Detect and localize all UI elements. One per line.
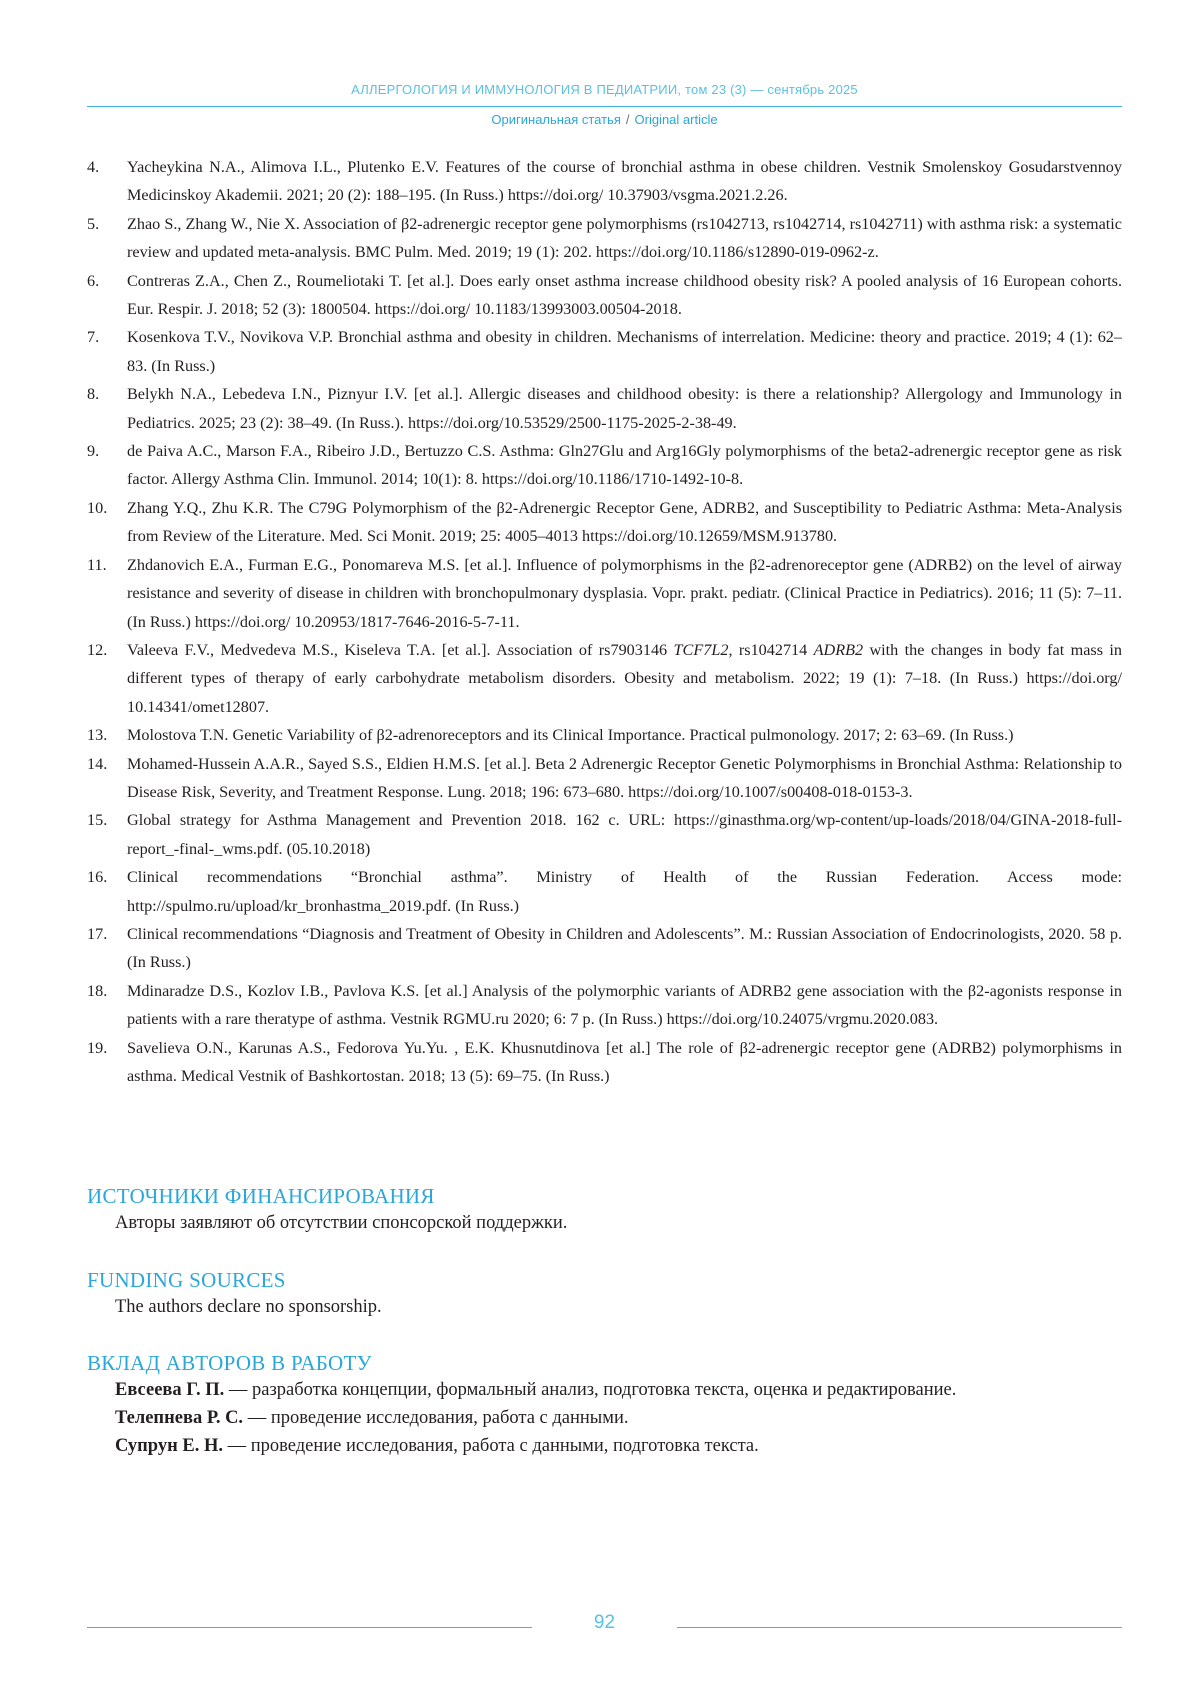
reference-text: Yacheykina N.A., Alimova I.L., Plutenko E.V. Features of the course of bronchial asthma in obese children. Vestnik Smolenskoy Gosudarstvennoy Medicinskoy Akademii. 2021; 20 (2): 188–195. (In Russ.) https://doi.org/ 10.37903/vsgma.2021.2.26.	[127, 158, 1122, 205]
author-name: Телепнева Р. С.	[115, 1408, 244, 1428]
reference-item	[87, 323, 1122, 380]
header-rule	[87, 106, 1122, 107]
reference-text-part: , rs1042714	[728, 640, 814, 659]
reference-text: Savelieva O.N., Karunas A.S., Fedorova Yu.Yu. , E.K. Khusnutdinova [et al.] The role of β2-adrenergic receptor gene (ADRB2) polymorphisms in asthma. Medical Vestnik of Bashkortostan. 2018; 13 (5): 69–75. (In Russ.)	[127, 1038, 1122, 1085]
reference-number: 11.	[87, 555, 107, 574]
contribution-description: — проведение исследования, работа с данными, подготовка текста.	[223, 1436, 759, 1456]
reference-item	[87, 153, 1122, 210]
article-type	[87, 112, 1122, 127]
reference-number: 13.	[87, 726, 108, 745]
reference-number: 9.	[87, 442, 100, 461]
funding-ru-paragraph: Авторы заявляют об отсутствии спонсорской поддержки.	[115, 1213, 568, 1233]
reference-item	[87, 863, 1122, 920]
reference-item	[87, 750, 1122, 807]
reference-text-part: Valeeva F.V., Medvedeva M.S., Kiseleva T.A. [et al.]. Association of rs7903146	[127, 640, 674, 659]
reference-number: 17.	[87, 924, 108, 943]
contributions-heading: ВКЛАД АВТОРОВ В РАБОТУ	[87, 1351, 372, 1375]
reference-text: Zhdanovich E.A., Furman E.G., Ponomareva M.S. [et al.]. Influence of polymorphisms in the β2-adrenoreceptor gene (ADRB2) on the level of airway resistance and severity of disease in children with bronchopulmonary dysplasia. Vopr. prakt. pediatr. (Clinical Practice in Pediatrics). 2016; 11 (5): 7–11. (In Russ.) https://doi.org/ 10.20953/1817-7646-2016-5-7-11.	[127, 555, 1122, 631]
reference-number: 8.	[87, 385, 100, 404]
reference-text	[127, 636, 1122, 721]
page-number: 92	[593, 1612, 616, 1633]
reference-text: Kosenkova T.V., Novikova V.P. Bronchial asthma and obesity in children. Mechanisms of interrelation. Medicine: theory and practice. 2019; 4 (1): 62–83. (In Russ.)	[127, 328, 1122, 375]
reference-number: 12.	[87, 640, 108, 659]
article-type-ru: Оригинальная статья	[491, 112, 621, 127]
reference-number: 5.	[87, 214, 100, 233]
reference-item	[87, 551, 1122, 636]
running-header	[87, 82, 1122, 127]
funding-ru-text	[87, 1209, 1122, 1237]
author-name: Супрун Е. Н.	[115, 1436, 223, 1456]
reference-number: 18.	[87, 981, 108, 1000]
funding-ru-heading: ИСТОЧНИКИ ФИНАНСИРОВАНИЯ	[87, 1184, 435, 1208]
reference-text: Mohamed-Hussein A.A.R., Sayed S.S., Eldien H.M.S. [et al.]. Beta 2 Adrenergic Receptor Genetic Polymorphisms in Bronchial Asthma: Relationship to Disease Risk, Severity, and Treatment Response. Lung. 2018; 196: 673–680. https://doi.org/10.1007/s00408-018-0153-3.	[127, 754, 1122, 801]
reference-item	[87, 380, 1122, 437]
reference-item	[87, 1034, 1122, 1091]
reference-number: 7.	[87, 328, 100, 347]
page-footer	[87, 1606, 1122, 1636]
contribution-item	[87, 1432, 1122, 1460]
reference-text: de Paiva A.C., Marson F.A., Ribeiro J.D., Bertuzzo C.S. Asthma: Gln27Glu and Arg16Gly polymorphisms of the beta2-adrenergic receptor gene as risk factor. Allergy Asthma Clin. Immunol. 2014; 10(1): 8. https://doi.org/10.1186/1710-1492-10-8.	[127, 442, 1122, 489]
reference-text-part: with the changes in body fat mass in different types of therapy of early carbohydrate metabolism disorders. Obesity and metabolism. 2022; 19 (1): 7–18. (In Russ.) https://doi.org/ 10.14341/omet12807.	[127, 640, 1122, 716]
reference-item	[87, 267, 1122, 324]
contribution-description: — разработка концепции, формальный анализ, подготовка текста, оценка и редактирование.	[224, 1380, 957, 1400]
reference-item	[87, 806, 1122, 863]
reference-text: Zhao S., Zhang W., Nie X. Association of β2-adrenergic receptor gene polymorphisms (rs1042713, rs1042714, rs1042711) with asthma risk: a systematic review and updated meta-analysis. BMC Pulm. Med. 2019; 19 (1): 202. https://doi.org/10.1186/s12890-019-0962-z.	[127, 214, 1122, 262]
journal-title: АЛЛЕРГОЛОГИЯ И ИММУНОЛОГИЯ В ПЕДИАТРИИ, том 23 (3) — сентябрь 2025	[351, 82, 858, 97]
article-type-separator: /	[625, 112, 630, 127]
contributions-text	[87, 1376, 1122, 1460]
contribution-item	[87, 1404, 1122, 1432]
reference-item	[87, 977, 1122, 1034]
reference-number: 6.	[87, 271, 100, 290]
reference-number: 14.	[87, 754, 108, 773]
reference-item	[87, 494, 1122, 551]
reference-item	[87, 721, 1122, 749]
contribution-item	[87, 1376, 1122, 1404]
footer-rule-right	[677, 1627, 1122, 1628]
contribution-description: — проведение исследования, работа с данными.	[243, 1408, 629, 1428]
gene-name-italic: ADRB2	[813, 640, 864, 659]
reference-item	[87, 210, 1122, 267]
reference-text: Clinical recommendations “Diagnosis and Treatment of Obesity in Children and Adolescents”. M.: Russian Association of Endocrinologists, 2020. 58 p. (In Russ.)	[127, 924, 1122, 972]
reference-number: 15.	[87, 811, 108, 830]
reference-text: Zhang Y.Q., Zhu K.R. The C79G Polymorphism of the β2-Adrenergic Receptor Gene, ADRB2, and Susceptibility to Pediatric Asthma: Meta-Analysis from Review of the Literature. Med. Sci Monit. 2019; 25: 4005–4013 https://doi.org/10.12659/MSM.913780.	[127, 498, 1122, 546]
reference-text: Molostova T.N. Genetic Variability of β2-adrenoreceptors and its Clinical Importance. Practical pulmonology. 2017; 2: 63–69. (In Russ.)	[127, 726, 1014, 745]
reference-number: 16.	[87, 868, 108, 887]
reference-number: 19.	[87, 1038, 108, 1057]
reference-text: Global strategy for Asthma Management and Prevention 2018. 162 c. URL: https://ginasthma.org/wp-content/up-loads/2018/04/GINA-2018-full-report_-final-_wms.pdf. (05.10.2018)	[127, 811, 1122, 858]
author-name: Евсеева Г. П.	[115, 1380, 225, 1400]
reference-item	[87, 437, 1122, 494]
reference-item	[87, 636, 1122, 721]
reference-text: Mdinaradze D.S., Kozlov I.B., Pavlova K.S. [et al.] Analysis of the polymorphic variants of ADRB2 gene association with the β2-agonists response in patients with a rare theratype of asthma. Vestnik RGMU.ru 2020; 6: 7 p. (In Russ.) https://doi.org/10.24075/vrgmu.2020.083.	[127, 981, 1122, 1029]
footer-rule-left	[87, 1627, 532, 1628]
reference-number: 4.	[87, 158, 100, 176]
reference-list	[87, 153, 1122, 1090]
reference-text: Contreras Z.A., Chen Z., Roumeliotaki T. [et al.]. Does early onset asthma increase childhood obesity risk? A pooled analysis of 16 European cohorts. Eur. Respir. J. 2018; 52 (3): 1800504. https://doi.org/ 10.1183/13993003.00504-2018.	[127, 271, 1122, 319]
reference-text: Clinical recommendations “Bronchial asthma”. Ministry of Health of the Russian Federation. Access mode: http://spulmo.ru/upload/kr_bronhastma_2019.pdf. (In Russ.)	[127, 868, 1122, 915]
reference-item	[87, 920, 1122, 977]
funding-en-paragraph: The authors declare no sponsorship.	[115, 1297, 382, 1317]
funding-en-text	[87, 1293, 1122, 1321]
funding-en-heading: FUNDING SOURCES	[87, 1268, 286, 1292]
reference-number: 10.	[87, 498, 108, 517]
gene-name-italic: TCF7L2	[673, 640, 729, 659]
reference-text: Belykh N.A., Lebedeva I.N., Piznyur I.V. [et al.]. Allergic diseases and childhood obesity: is there a relationship? Allergology and Immunology in Pediatrics. 2025; 23 (2): 38–49. (In Russ.). https://doi.org/10.53529/2500-1175-2025-2-38-49.	[127, 385, 1122, 432]
article-type-en: Original article	[634, 112, 718, 127]
